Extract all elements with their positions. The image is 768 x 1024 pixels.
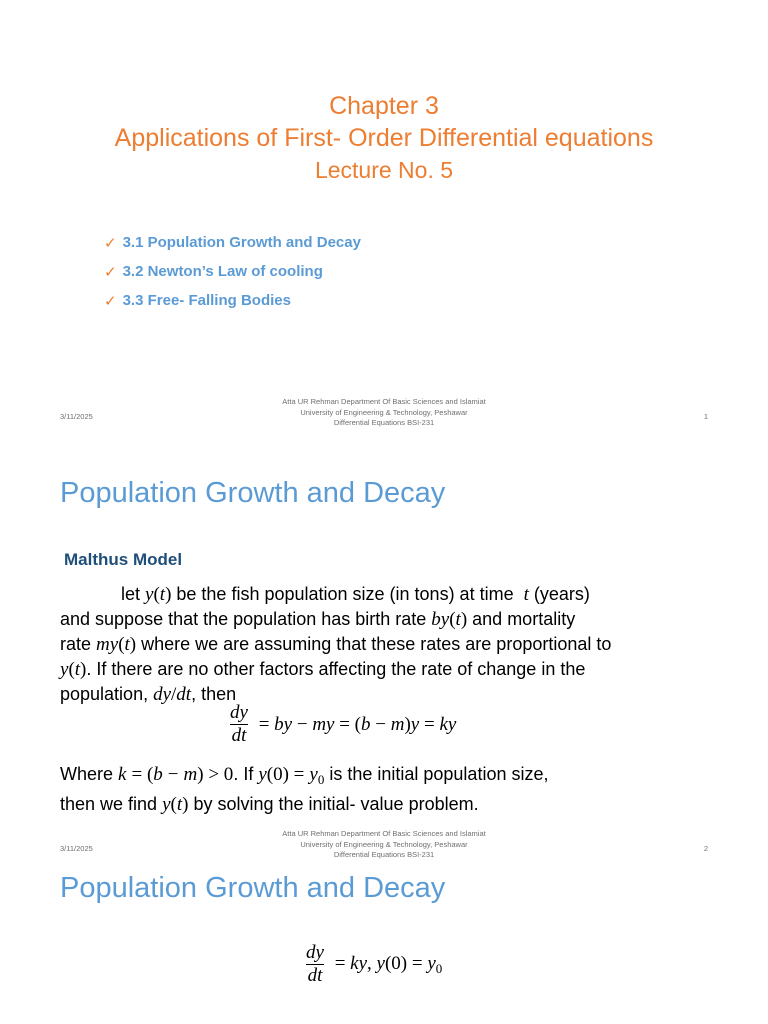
topic-item: ✓ 3.3 Free- Falling Bodies bbox=[104, 292, 291, 310]
slide-heading: Population Growth and Decay bbox=[60, 872, 446, 904]
body-paragraph: let y(t) be the fish population size (in tons) at time t (years) and suppose that the population has birth rate by(t) and mortality rate my(t) where we are assuming that these rates are proportional to y(t). If there are no other factors affecting the rate of change in the population, dy/dt, then bbox=[60, 584, 612, 705]
slide-3 bbox=[0, 864, 768, 1024]
model-title: Malthus Model bbox=[64, 550, 183, 569]
chapter-title: Chapter 3 bbox=[329, 92, 439, 120]
topic-list bbox=[104, 228, 361, 315]
page-number: 2 bbox=[703, 844, 708, 853]
footer-info: Atta UR Rehman Department Of Basic Sciences and Islamiat University of Engineering & Technology, Peshawar Differential Equations BSI-231 bbox=[282, 397, 486, 427]
check-icon: ✓ bbox=[104, 292, 117, 310]
slide-heading: Population Growth and Decay bbox=[60, 477, 446, 509]
slide-2 bbox=[0, 432, 768, 864]
slide-1 bbox=[0, 0, 768, 432]
chapter-subtitle: Applications of First- Order Differential equations bbox=[114, 124, 654, 152]
lecture-number: Lecture No. 5 bbox=[314, 157, 454, 183]
check-icon: ✓ bbox=[104, 234, 117, 252]
topic-item: ✓ 3.2 Newton’s Law of cooling bbox=[104, 263, 323, 281]
footer-date: 3/11/2025 bbox=[60, 844, 93, 853]
slide-footer bbox=[0, 395, 768, 435]
differential-equation: $\frac{dy}{dt}$ = by − my = (b − m)y = ky bbox=[230, 702, 457, 746]
page-number: 1 bbox=[703, 412, 708, 421]
footer-date: 3/11/2025 bbox=[60, 412, 93, 421]
slide-footer bbox=[0, 827, 768, 867]
check-icon: ✓ bbox=[104, 263, 117, 281]
topic-item: ✓ 3.1 Population Growth and Decay bbox=[104, 234, 361, 252]
footer-info: Atta UR Rehman Department Of Basic Sciences and Islamiat University of Engineering & Technology, Peshawar Differential Equations BSI-231 bbox=[282, 829, 486, 859]
body-paragraph: Where k = (b − m) > 0. If $y(0) = y_0$ is the initial population size, then we find y(t) by solving the initial- value problem. bbox=[60, 764, 549, 815]
initial-value-equation: $\frac{dy}{dt}$ = ky, $y(0) = y_0$ bbox=[306, 942, 443, 986]
